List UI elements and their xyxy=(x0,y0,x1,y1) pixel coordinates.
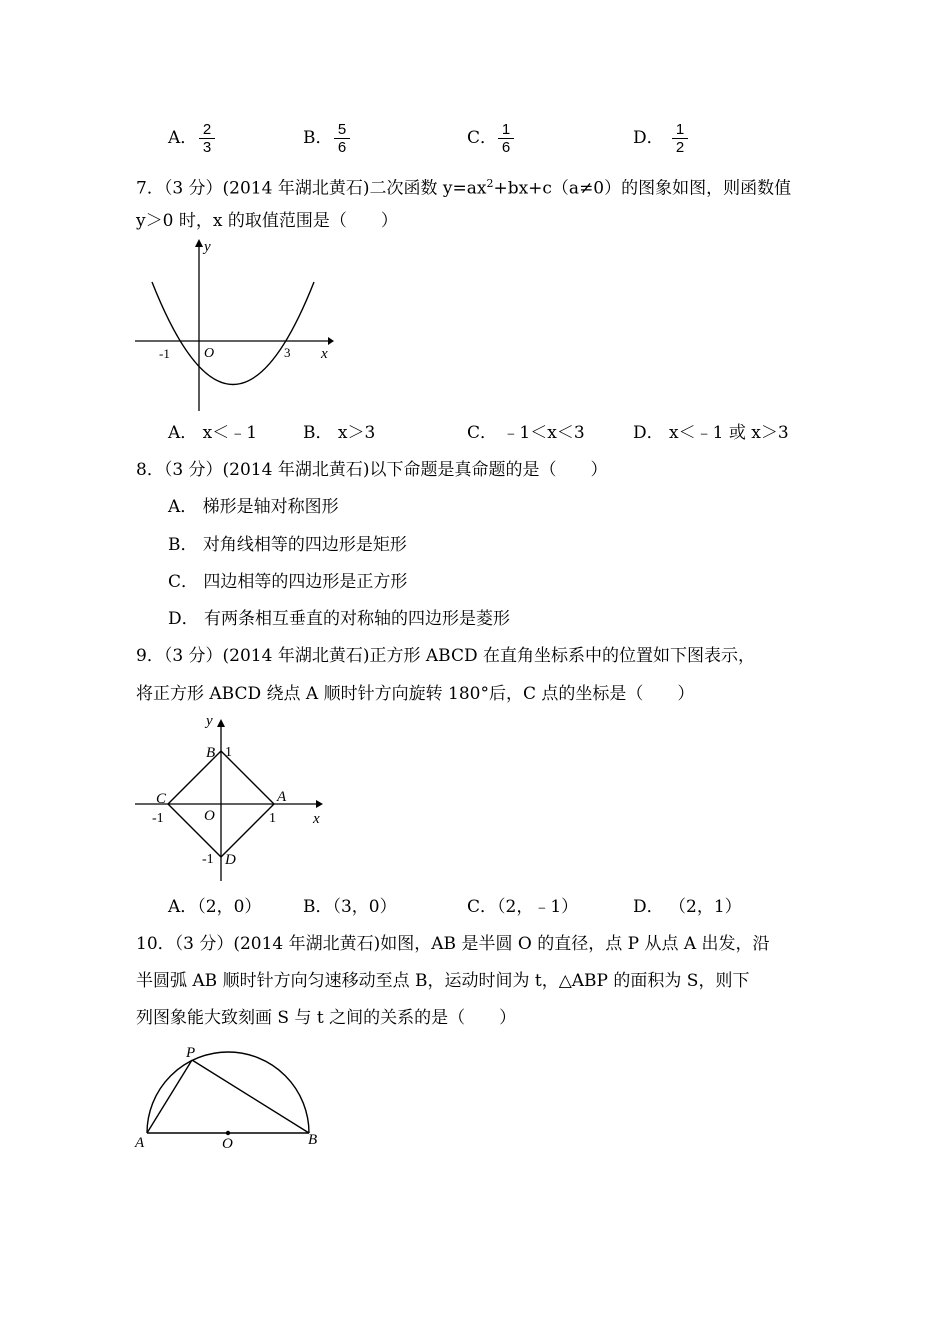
denominator: 3 xyxy=(202,139,212,156)
q6-option-d-fraction xyxy=(672,121,688,157)
q9-stem-line2: 将正方形 ABCD 绕点 A 顺时针方向旋转 180°后，C 点的坐标是（ ） xyxy=(136,684,695,704)
numerator: 2 xyxy=(199,121,215,139)
point-a-label: A xyxy=(135,1135,145,1151)
denominator: 6 xyxy=(501,139,511,156)
y-axis-label: y xyxy=(206,713,213,729)
numerator: 1 xyxy=(498,121,514,139)
root-left-label: -1 xyxy=(159,346,170,361)
q8-option-d[interactable]: D． 有两条相互垂直的对称轴的四边形是菱形 xyxy=(168,609,511,629)
q6-option-d[interactable] xyxy=(633,128,664,148)
q8-option-a[interactable]: A． 梯形是轴对称图形 xyxy=(168,497,339,517)
q9-option-d[interactable]: D． （2，1） xyxy=(633,897,742,917)
y-axis-arrow-icon xyxy=(217,719,225,727)
q8-option-c[interactable]: C． 四边相等的四边形是正方形 xyxy=(168,572,408,592)
x-axis-arrow-icon xyxy=(328,337,334,345)
q10-stem-line1: 10．（3 分）(2014 年湖北黄石)如图，AB 是半圆 O 的直径，点 P 从点 A 出发，沿 xyxy=(136,934,770,954)
q9-stem-line1: 9．（3 分）(2014 年湖北黄石)正方形 ABCD 在直角坐标系中的位置如下图表示， xyxy=(136,646,755,666)
origin-label: O xyxy=(204,808,215,824)
tick-pos-x-label: 1 xyxy=(269,811,276,826)
q7-option-a[interactable]: A． x＜﹣1 xyxy=(168,423,258,443)
q7-stem-line1 xyxy=(136,174,791,199)
numerator: 1 xyxy=(672,121,688,139)
root-right-label: 3 xyxy=(284,345,291,360)
numerator: 5 xyxy=(334,121,350,139)
vertex-a-label: A xyxy=(277,789,287,805)
y-axis-label: y xyxy=(204,239,211,255)
tick-neg-y-label: -1 xyxy=(202,852,214,867)
tick-pos-y-label: 1 xyxy=(225,745,232,760)
segment-pb xyxy=(192,1060,309,1133)
x-axis-arrow-icon xyxy=(316,800,323,808)
q6-option-b-fraction xyxy=(334,121,350,157)
q7-stem-text: 7．（3 分）(2014 年湖北黄石)二次函数 y=ax xyxy=(136,178,487,199)
vertex-b-label: B xyxy=(206,745,216,761)
denominator: 2 xyxy=(675,139,685,156)
q8-option-b[interactable]: B． 对角线相等的四边形是矩形 xyxy=(168,535,407,555)
q6-option-a-fraction xyxy=(199,121,215,157)
q10-stem-line2: 半圆弧 AB 顺时针方向匀速移动至点 B，运动时间为 t，△ABP 的面积为 S，则下 xyxy=(136,971,750,991)
point-o-label: O xyxy=(222,1136,233,1152)
q7-stem-text-cont: +bx+c（a≠0）的图象如图，则函数值 xyxy=(493,178,792,199)
q9-option-c[interactable]: C．（2，﹣1） xyxy=(467,897,579,917)
option-label: C． xyxy=(467,128,498,148)
x-axis-label: x xyxy=(321,346,328,362)
q9-square-figure xyxy=(130,713,340,883)
q7-parabola-figure xyxy=(130,237,340,417)
center-point-o xyxy=(226,1131,230,1135)
option-label: D． xyxy=(633,128,664,148)
option-label: A． xyxy=(168,128,198,148)
q7-option-b[interactable]: B． x＞3 xyxy=(303,423,376,443)
y-axis-arrow-icon xyxy=(195,239,203,247)
q6-option-c-fraction xyxy=(498,121,514,157)
option-label: B． xyxy=(303,128,333,148)
q6-option-a[interactable] xyxy=(168,128,197,148)
q8-stem: 8．（3 分）(2014 年湖北黄石)以下命题是真命题的是（ ） xyxy=(136,460,608,480)
q10-semicircle-figure xyxy=(130,1040,330,1155)
vertex-d-label: D xyxy=(225,852,236,868)
q6-option-c[interactable] xyxy=(467,128,497,148)
origin-label: O xyxy=(204,346,215,361)
q7-option-c[interactable]: C． ﹣1＜x＜3 xyxy=(467,423,585,443)
q9-option-b[interactable]: B．（3，0） xyxy=(303,897,397,917)
segment-ap xyxy=(147,1060,192,1133)
parabola-curve xyxy=(152,282,314,385)
exponent: 2 xyxy=(486,177,494,190)
q6-option-b[interactable] xyxy=(303,128,333,148)
tick-neg-x-label: -1 xyxy=(152,811,164,826)
q10-stem-line3: 列图象能大致刻画 S 与 t 之间的关系的是（ ） xyxy=(136,1008,517,1028)
point-b-label: B xyxy=(308,1132,318,1148)
vertex-c-label: C xyxy=(156,791,167,807)
q7-stem-line2: y＞0 时，x 的取值范围是（ ） xyxy=(136,211,398,231)
q9-option-a[interactable]: A．（2，0） xyxy=(168,897,262,917)
denominator: 6 xyxy=(337,139,347,156)
point-p-label: P xyxy=(186,1045,196,1061)
q7-option-d[interactable]: D． x＜﹣1 或 x＞3 xyxy=(633,423,789,443)
x-axis-label: x xyxy=(313,811,320,827)
